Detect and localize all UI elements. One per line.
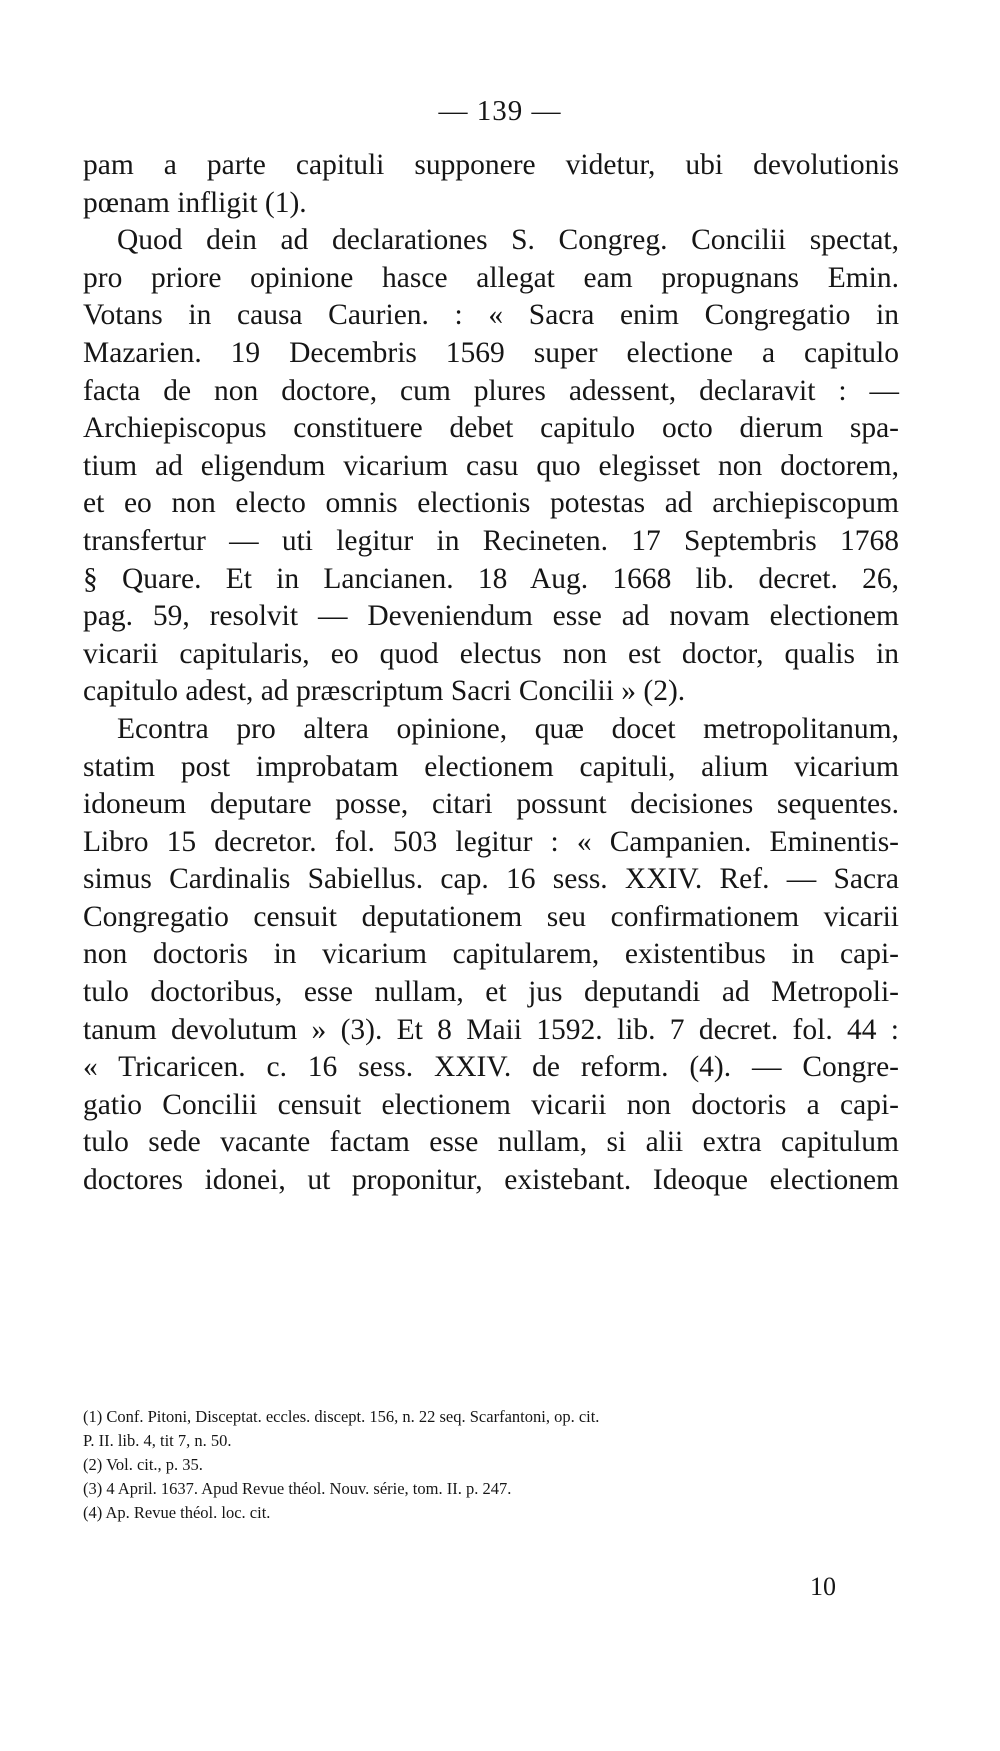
text-line: Quod dein ad declarationes S. Congreg. Concilii spectat, bbox=[117, 224, 899, 257]
text-line: Archiepiscopus constituere debet capitulo octo dierum spa- bbox=[83, 412, 899, 445]
text-line: doctores idonei, ut proponitur, existebant. Ideoque electionem bbox=[83, 1164, 899, 1197]
text-line: non doctoris in vicarium capitularem, existentibus in capi- bbox=[83, 938, 899, 971]
text-line: pro priore opinione hasce allegat eam propugnans Emin. bbox=[83, 261, 899, 294]
text-line: Votans in causa Caurien. : « Sacra enim Congregatio in bbox=[83, 299, 899, 332]
page-number: — 139 — bbox=[438, 95, 562, 127]
text-line: facta de non doctore, cum plures adessent, declaravit : — bbox=[83, 374, 899, 407]
main-text bbox=[83, 147, 899, 1200]
footnote-3: (3) 4 April. 1637. Apud Revue théol. Nouv. série, tom. II. p. 247. bbox=[83, 1479, 512, 1498]
footnote-4: (4) Ap. Revue théol. loc. cit. bbox=[83, 1503, 271, 1522]
text-line: § Quare. Et in Lancianen. 18 Aug. 1668 lib. decret. 26, bbox=[83, 562, 899, 595]
text-line: transfertur — uti legitur in Recineten. 17 Septembris 1768 bbox=[83, 524, 899, 557]
text-line: Econtra pro altera opinione, quæ docet metropolitanum, bbox=[117, 712, 899, 745]
text-line: Mazarien. 19 Decembris 1569 super electione a capitulo bbox=[83, 336, 899, 369]
text-line: tulo sede vacante factam esse nullam, si alii extra capitulum bbox=[83, 1126, 899, 1159]
signature-mark: 10 bbox=[810, 1572, 836, 1601]
text-line: simus Cardinalis Sabiellus. cap. 16 sess. XXIV. Ref. — Sacra bbox=[83, 863, 899, 896]
text-line: pag. 59, resolvit — Deveniendum esse ad novam electionem bbox=[83, 600, 899, 633]
text-line: idoneum deputare posse, citari possunt decisiones sequentes. bbox=[83, 788, 899, 821]
text-line: statim post improbatam electionem capituli, alium vicarium bbox=[83, 750, 899, 783]
text-line: tium ad eligendum vicarium casu quo elegisset non doctorem, bbox=[83, 449, 899, 482]
text-line: pam a parte capituli supponere videtur, ubi devolutionis bbox=[83, 149, 899, 181]
text-line: tanum devolutum » (3). Et 8 Maii 1592. lib. 7 decret. fol. 44 : bbox=[83, 1013, 899, 1046]
text-line: gatio Concilii censuit electionem vicarii non doctoris a capi- bbox=[83, 1088, 899, 1121]
footnote-1-continuation: P. II. lib. 4, tit 7, n. 50. bbox=[83, 1431, 232, 1450]
text-line: Libro 15 decretor. fol. 503 legitur : « Campanien. Eminentis- bbox=[83, 825, 899, 858]
text-line: vicarii capitularis, eo quod electus non est doctor, qualis in bbox=[83, 637, 899, 670]
footnote-1: (1) Conf. Pitoni, Disceptat. eccles. discept. 156, n. 22 seq. Scarfantoni, op. cit. bbox=[83, 1407, 600, 1426]
footnote-2: (2) Vol. cit., p. 35. bbox=[83, 1455, 203, 1474]
text-line: tulo doctoribus, esse nullam, et jus deputandi ad Metropoli- bbox=[83, 976, 899, 1009]
text-line: capitulo adest, ad præscriptum Sacri Concilii » (2). bbox=[83, 675, 686, 708]
footnotes bbox=[83, 1405, 899, 1525]
text-line: et eo non electo omnis electionis potestas ad archiepiscopum bbox=[83, 487, 899, 520]
text-line: pœnam infligit (1). bbox=[83, 186, 307, 219]
text-line: « Tricaricen. c. 16 sess. XXIV. de reform. (4). — Congre- bbox=[83, 1051, 899, 1084]
text-line: Congregatio censuit deputationem seu confirmationem vicarii bbox=[83, 900, 899, 933]
